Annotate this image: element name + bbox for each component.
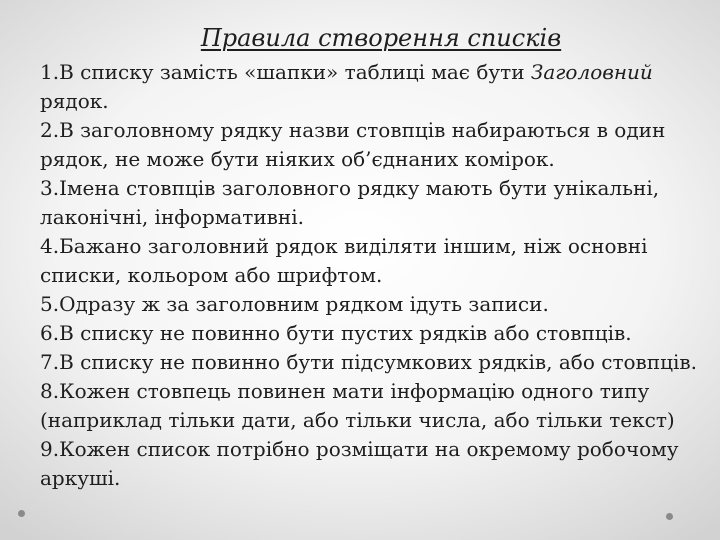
item-text: В списку замість «шапки» таблиці має бути [59,60,531,84]
item-text: В списку не повинно бути підсумкових рядків, або стовпців. [59,350,698,374]
list-item [40,348,700,377]
list-item [40,174,700,232]
item-number: 1. [40,60,60,84]
slide-title: Правила створення списків [200,24,562,52]
list-item [40,319,700,348]
item-text: Кожен стовпець повинен мати інформацію одного типу (наприклад тільки дати, або тільки числа, або тільки текст) [40,379,675,432]
rules-list [40,58,700,493]
item-number: 9. [40,437,60,461]
item-text: рядок. [40,89,109,113]
item-text-italic: Заголовний [530,60,653,84]
item-text: Кожен список потрібно розміщати на окремому робочому аркуші. [40,437,679,490]
item-number: 4. [40,234,60,258]
item-text: Одразу ж за заголовним рядком ідуть записи. [59,292,549,316]
list-item [40,435,700,493]
decorative-dot [18,510,25,517]
item-number: 8. [40,379,60,403]
list-item [40,58,700,116]
item-text: Імена стовпців заголовного рядку мають бути унікальні, лаконічні, інформативні. [40,176,660,229]
item-text: В заголовному рядку назви стовпців набираються в один рядок, не може бути ніяких об’єднаних комірок. [40,118,666,171]
decorative-dot [666,513,673,520]
list-item [40,116,700,174]
item-text: Бажано заголовний рядок виділяти іншим, ніж основні списки, кольором або шрифтом. [40,234,648,287]
list-item [40,377,700,435]
item-number: 6. [40,321,60,345]
list-item [40,232,700,290]
item-number: 7. [40,350,60,374]
item-number: 3. [40,176,60,200]
item-number: 2. [40,118,60,142]
item-number: 5. [40,292,60,316]
item-text: В списку не повинно бути пустих рядків або стовпців. [59,321,632,345]
list-item [40,290,700,319]
